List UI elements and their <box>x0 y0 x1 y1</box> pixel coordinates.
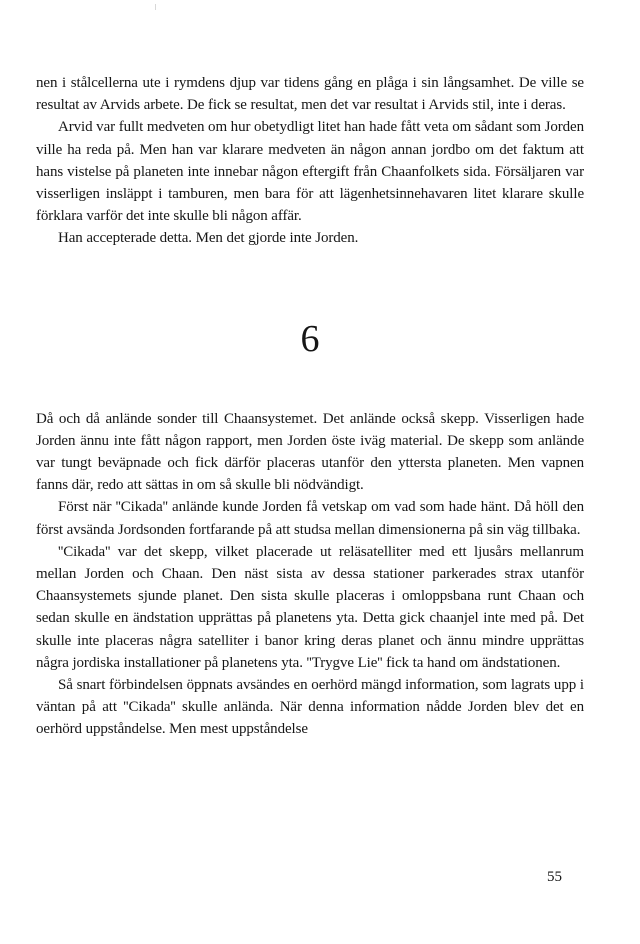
page-number: 55 <box>547 869 562 885</box>
paragraph-6: ''Cikada'' var det skepp, vilket placerade ut reläsatelliter med ett ljusårs mellanrum mellan Jorden och Chaan. Den näst sista av dessa stationer parkerades strax utanför Chaansystemets sjunde planet. Den sista skulle placeras i omloppsbana runt Chaan och sedan skulle en ändstation upprättas på planetens yta. Detta gick chaanjel inte med på. Det skulle inte placeras några satelliter i banor kring deras planet och ännu mindre upprättas några jordiska installationer på planetens yta. ''Trygve Lie'' fick ta hand om ändstationen. <box>36 543 584 671</box>
paragraph-4: Då och då anlände sonder till Chaansystemet. Det anlände också skepp. Visserligen hade Jorden ännu inte fått någon rapport, men Jorden öste iväg material. De skepp som anlände var tungt beväpnade och fick därför placeras utanför den yttersta planeten. Men vapnen fanns där, redo att sättas in om så skulle bli nödvändigt. <box>36 410 584 494</box>
paragraph-3: Han accepterade detta. Men det gjorde inte Jorden. <box>58 230 359 247</box>
paragraph-7: Så snart förbindelsen öppnats avsändes en oerhörd mängd information, som lagrats upp i väntan på att ''Cikada'' skulle anlända. När denna information nådde Jorden blev det en oerhörd uppståndelse. Men mest uppståndelse <box>36 677 584 738</box>
book-page <box>36 72 584 741</box>
paragraph-1: nen i stålcellerna ute i rymdens djup var tidens gång en plåga i sin långsamhet. De ville se resultat av Arvids arbete. De fick se resultat, men det var resultat i Arvids stil, inte i deras. <box>36 75 584 114</box>
scan-speck <box>155 4 156 10</box>
paragraph-5: Först när ''Cikada'' anlände kunde Jorden få vetskap om vad som hade hänt. Då höll den först avsända Jordsonden fortfarande på att studsa mellan dimensionerna på sin väg tillbaka. <box>36 499 584 538</box>
paragraph-2: Arvid var fullt medveten om hur obetydligt litet han hade fått veta om sådant som Jorden ville ha reda på. Men han var klarare medveten än någon annan jordbo om det faktum att hans vistelse på planeten inte innebar någon eftergift från Chaanfolkets sida. Försäljaren var visserligen insläppt i tamburen, men bara för att lägenhetsinnehavaren litet klarare skulle förklara varför det inte skulle bli någon affär. <box>36 119 584 225</box>
chapter-number: 6 <box>300 317 320 360</box>
